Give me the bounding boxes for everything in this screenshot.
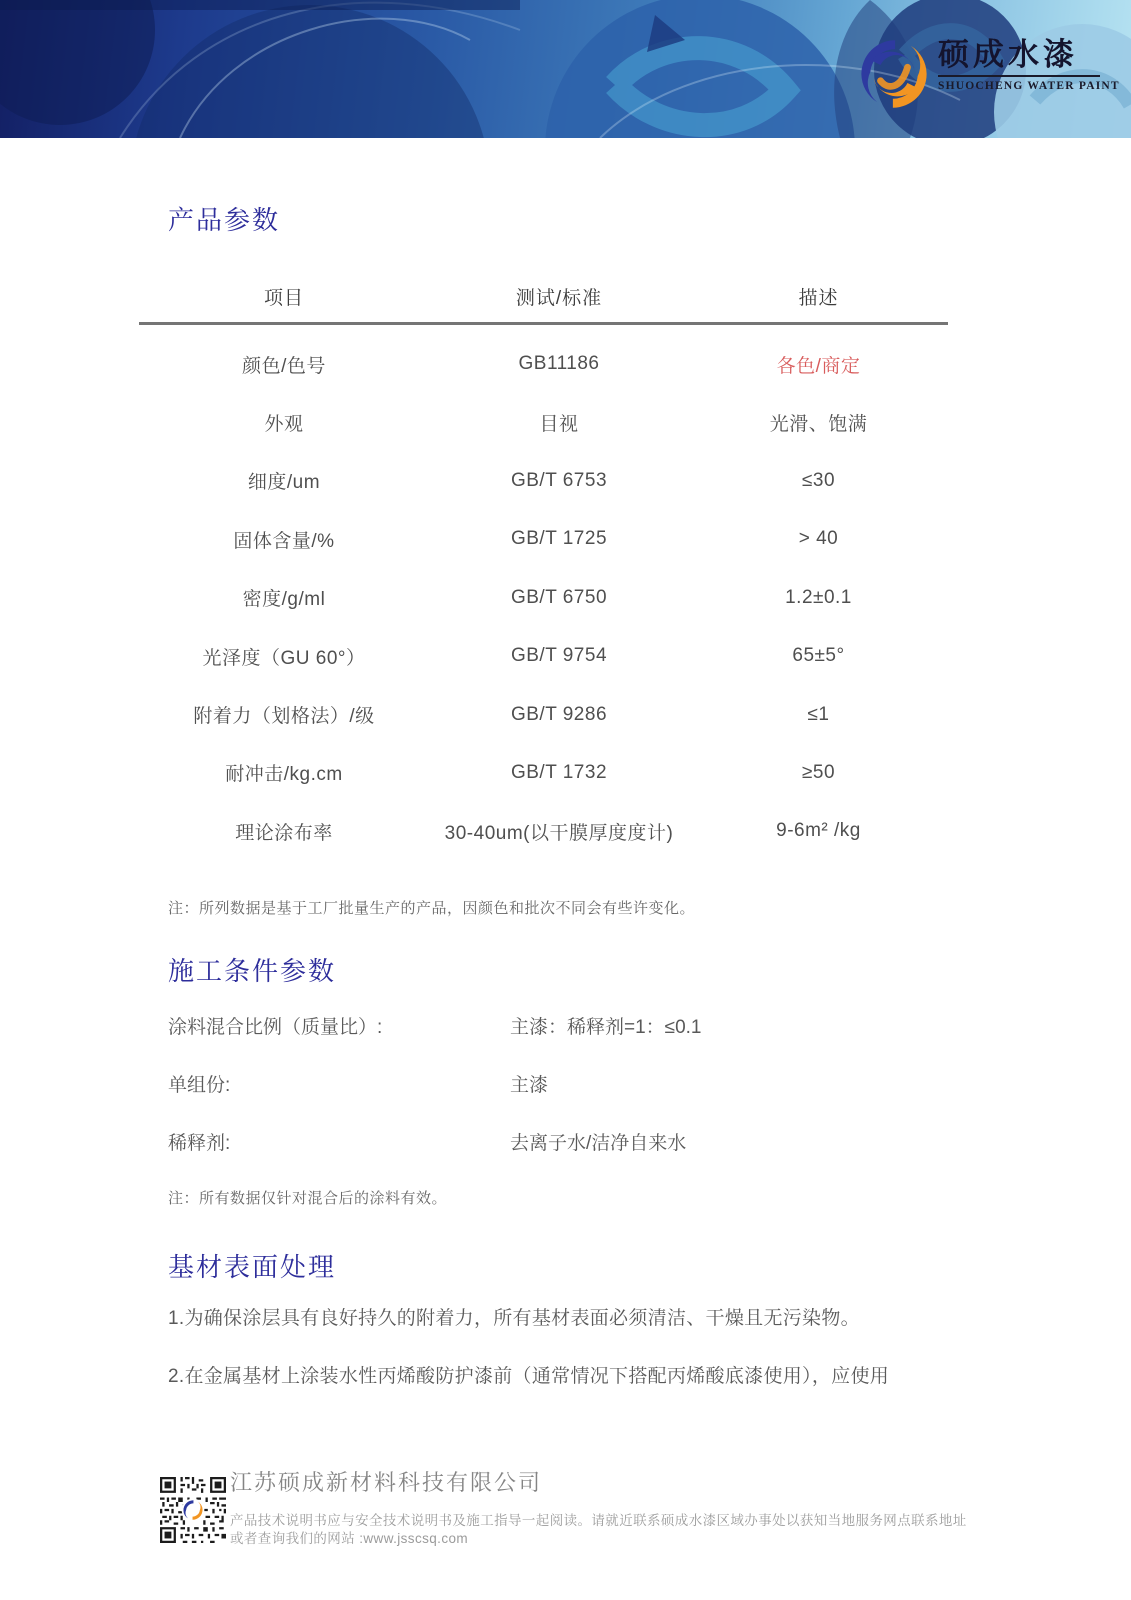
table-header (139, 283, 948, 310)
table-cell-standard: GB/T 9286 (510, 703, 608, 725)
table-header-desc: 描述 (798, 288, 839, 309)
product-params-table (139, 335, 948, 861)
table-cell-item: 理论涂布率 (235, 822, 333, 844)
param-row (168, 1112, 968, 1170)
section-title-surface-treatment: 基材表面处理 (168, 1252, 337, 1282)
table-row (139, 627, 948, 685)
table-row (139, 335, 948, 393)
table-cell-standard: GB11186 (518, 353, 600, 375)
table-row (139, 569, 948, 627)
table-header-standard: 测试/标准 (515, 288, 603, 309)
table-row (139, 685, 948, 743)
table-cell-standard: 目视 (539, 414, 579, 436)
table-cell-item: 固体含量/% (233, 530, 335, 552)
table-cell-standard: GB/T 6753 (510, 469, 608, 491)
param-label: 涂料混合比例（质量比）: (168, 1016, 383, 1038)
param-value: 主漆 (510, 1074, 549, 1096)
surface-paragraph: 1.为确保涂层具有良好持久的附着力，所有基材表面必须清洁、干燥且无污染物。 (168, 1308, 860, 1329)
surface-paragraphs (168, 1306, 998, 1422)
table-row (139, 393, 948, 451)
table-cell-item: 光泽度（GU 60°） (202, 647, 366, 669)
table-cell-desc: 各色/商定 (776, 355, 861, 377)
table-cell-desc: ≤1 (807, 703, 830, 725)
table-cell-standard: GB/T 1732 (510, 761, 608, 783)
table-cell-item: 外观 (264, 414, 304, 436)
header-banner (0, 0, 1131, 138)
param-value: 去离子水/洁净自来水 (510, 1132, 687, 1154)
table-cell-desc: ≤30 (801, 469, 836, 491)
table-cell-desc: 9-6m² /kg (776, 820, 861, 842)
brand-divider (938, 75, 1100, 77)
table-cell-item: 密度/g/ml (242, 589, 326, 611)
param-label: 稀释剂: (168, 1132, 231, 1154)
table-cell-desc: 1.2±0.1 (785, 586, 852, 608)
table-cell-standard: GB/T 6750 (510, 586, 608, 608)
table-cell-desc: ≥50 (801, 761, 836, 783)
footer-company-name: 江苏硕成新材料科技有限公司 (230, 1470, 543, 1495)
table-header-rule (139, 322, 948, 325)
table-row (139, 452, 948, 510)
table-row (139, 510, 948, 568)
qr-code (160, 1477, 226, 1543)
table-cell-desc: 光滑、饱满 (769, 414, 868, 436)
table-cell-item: 耐冲击/kg.cm (225, 764, 343, 786)
table-cell-standard: GB/T 1725 (510, 528, 608, 550)
table-cell-item: 细度/um (247, 472, 321, 494)
param-row (168, 996, 968, 1054)
construction-note: 注：所有数据仅针对混合后的涂料有效。 (168, 1190, 448, 1207)
table-row (139, 802, 948, 860)
section-title-construction: 施工条件参数 (168, 956, 337, 986)
table-cell-desc: 65±5° (792, 645, 845, 667)
param-label: 单组份: (168, 1074, 231, 1096)
surface-paragraph: 2.在金属基材上涂装水性丙烯酸防护漆前（通常情况下搭配丙烯酸底漆使用），应使用 (168, 1366, 890, 1387)
construction-params (168, 996, 968, 1170)
footer-text-line1: 产品技术说明书应与安全技术说明书及施工指导一起阅读。请就近联系硕成水漆区域办事处以获知当地服务网点联系地址 (230, 1513, 967, 1528)
brand-text (938, 30, 1120, 92)
table-header-item: 项目 (263, 288, 304, 309)
footer-text-line2: 或者查询我们的网站 :www.jsscsq.com (230, 1531, 469, 1546)
section-title-product-params: 产品参数 (168, 205, 281, 235)
brand-name-cn: 硕成水漆 (938, 37, 1078, 72)
brand-logo-icon (858, 38, 930, 110)
param-value: 主漆：稀释剂=1：≤0.1 (510, 1016, 702, 1038)
brand-logo (858, 30, 1120, 125)
product-params-note: 注：所列数据是基于工厂批量生产的产品，因颜色和批次不同会有些许变化。 (168, 900, 696, 917)
table-cell-standard: GB/T 9754 (510, 645, 608, 667)
table-cell-desc: > 40 (798, 528, 839, 550)
param-row (168, 1054, 968, 1112)
table-cell-item: 附着力（划格法）/级 (193, 706, 375, 728)
brand-name-en: SHUOCHENG WATER PAINT (938, 80, 1120, 92)
table-row (139, 744, 948, 802)
table-cell-standard: 30-40um(以干膜厚度度计) (444, 822, 674, 844)
table-cell-item: 颜色/色号 (242, 355, 326, 377)
